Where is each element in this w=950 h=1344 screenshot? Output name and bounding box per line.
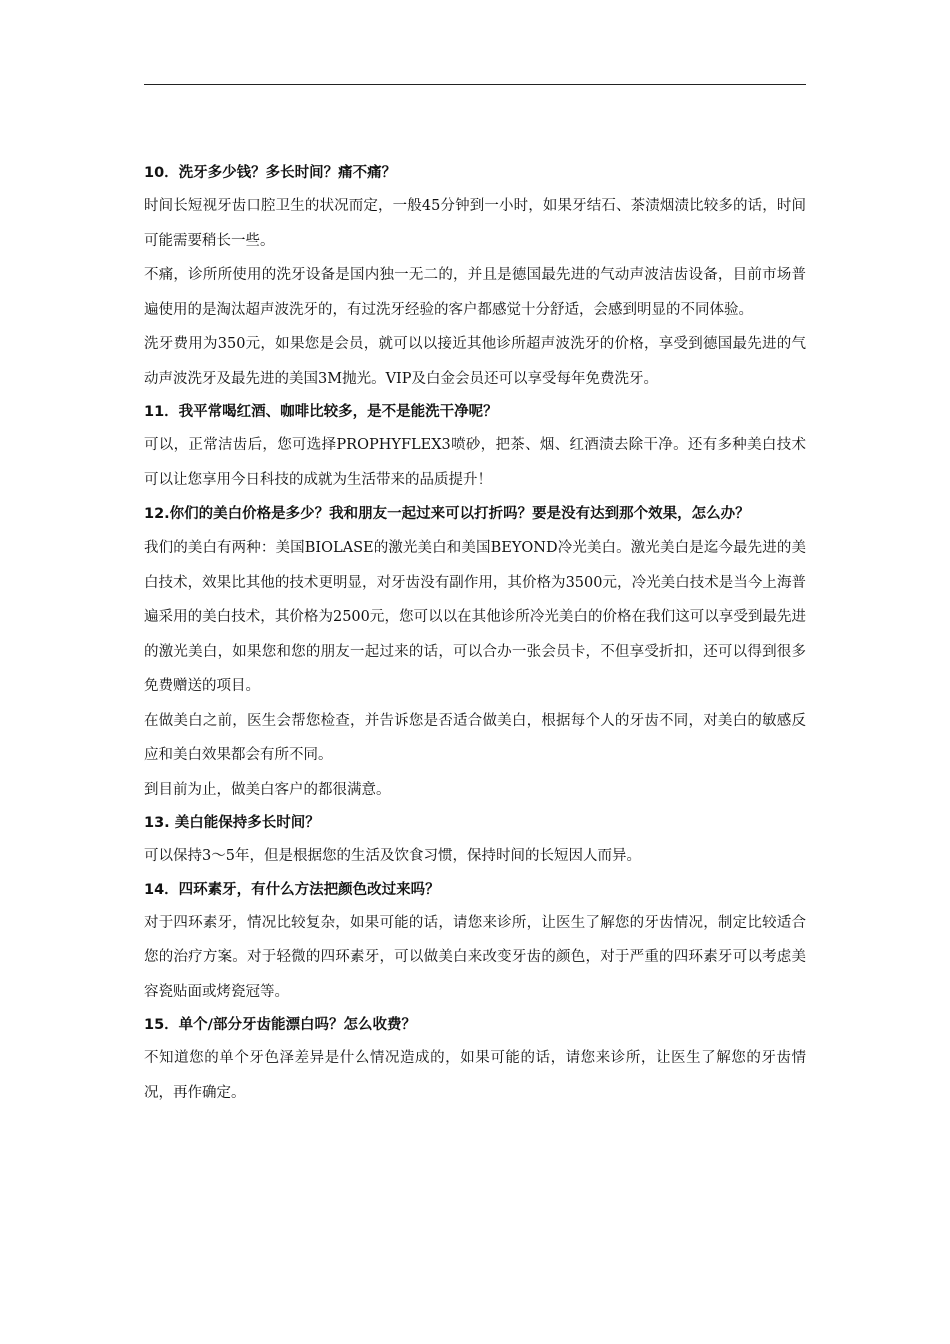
faq-answer-12-1: 我们的美白有两种：美国BIOLASE的激光美白和美国BEYOND冷光美白。激光美白是迄今最先进的美白技术，效果比其他的技术更明显，对牙齿没有副作用，其价格为3500元，冷光美白技术是当今上海普遍采用的美白技术，其价格为2500元，您可以以在其他诊所冷光美白的价格在我们这可以享受到最先进的激光美白，如果您和您的朋友一起过来的话，可以合办一张会员卡，不但享受折扣，还可以得到很多免费赠送的项目。 [144,540,806,694]
faq-answer-12-2: 在做美白之前，医生会帮您检查，并告诉您是否适合做美白，根据每个人的牙齿不同，对美白的敏感反应和美白效果都会有所不同。 [144,712,806,763]
faq-answer-10-2: 不痛，诊所所使用的洗牙设备是国内独一无二的，并且是德国最先进的气动声波洁齿设备，目前市场普遍使用的是淘汰超声波洗牙的，有过洗牙经验的客户都感觉十分舒适，会感到明显的不同体验。 [144,267,806,318]
faq-question-11: 11．我平常喝红酒、咖啡比较多，是不是能洗干净呢？ [144,404,498,420]
faq-answer-11-1: 可以，正常洁齿后，您可选择PROPHYFLEX3喷砂，把茶、烟、红酒渍去除干净。还有多种美白技术可以让您享用今日科技的成就为生活带来的品质提升！ [144,437,806,488]
faq-question-15: 15．单个/部分牙齿能漂白吗？怎么收费？ [144,1017,416,1033]
faq-answer-15-1: 不知道您的单个牙色泽差异是什么情况造成的，如果可能的话，请您来诊所，让医生了解您的牙齿情况，再作确定。 [144,1050,806,1101]
document-body [144,157,806,1110]
faq-answer-10-3: 洗牙费用为350元，如果您是会员，就可以以接近其他诊所超声波洗牙的价格，享受到德国最先进的气动声波洗牙及最先进的美国3M抛光。VIP及白金会员还可以享受每年免费洗牙。 [144,336,806,387]
faq-question-14: 14．四环素牙，有什么方法把颜色改过来吗？ [144,881,440,898]
faq-answer-14-1: 对于四环素牙，情况比较复杂，如果可能的话，请您来诊所，让医生了解您的牙齿情况，制定比较适合您的治疗方案。对于轻微的四环素牙，可以做美白来改变牙齿的颜色，对于严重的四环素牙可以考虑美容瓷贴面或烤瓷冠等。 [144,914,806,1000]
faq-answer-10-1: 时间长短视牙齿口腔卫生的状况而定，一般45分钟到一小时，如果牙结石、茶渍烟渍比较多的话，时间可能需要稍长一些。 [144,198,806,249]
faq-question-10: 10．洗牙多少钱？多长时间？痛不痛？ [144,165,397,181]
faq-question-13: 13. 美白能保持多长时间？ [144,815,320,831]
header-rule [144,84,806,85]
faq-answer-13-1: 可以保持3～5年，但是根据您的生活及饮食习惯，保持时间的长短因人而异。 [144,848,641,864]
faq-question-12: 12.你们的美白价格是多少？我和朋友一起过来可以打折吗？要是没有达到那个效果，怎么办？ [144,506,750,522]
faq-answer-12-3: 到目前为止，做美白客户的都很满意。 [144,781,391,798]
